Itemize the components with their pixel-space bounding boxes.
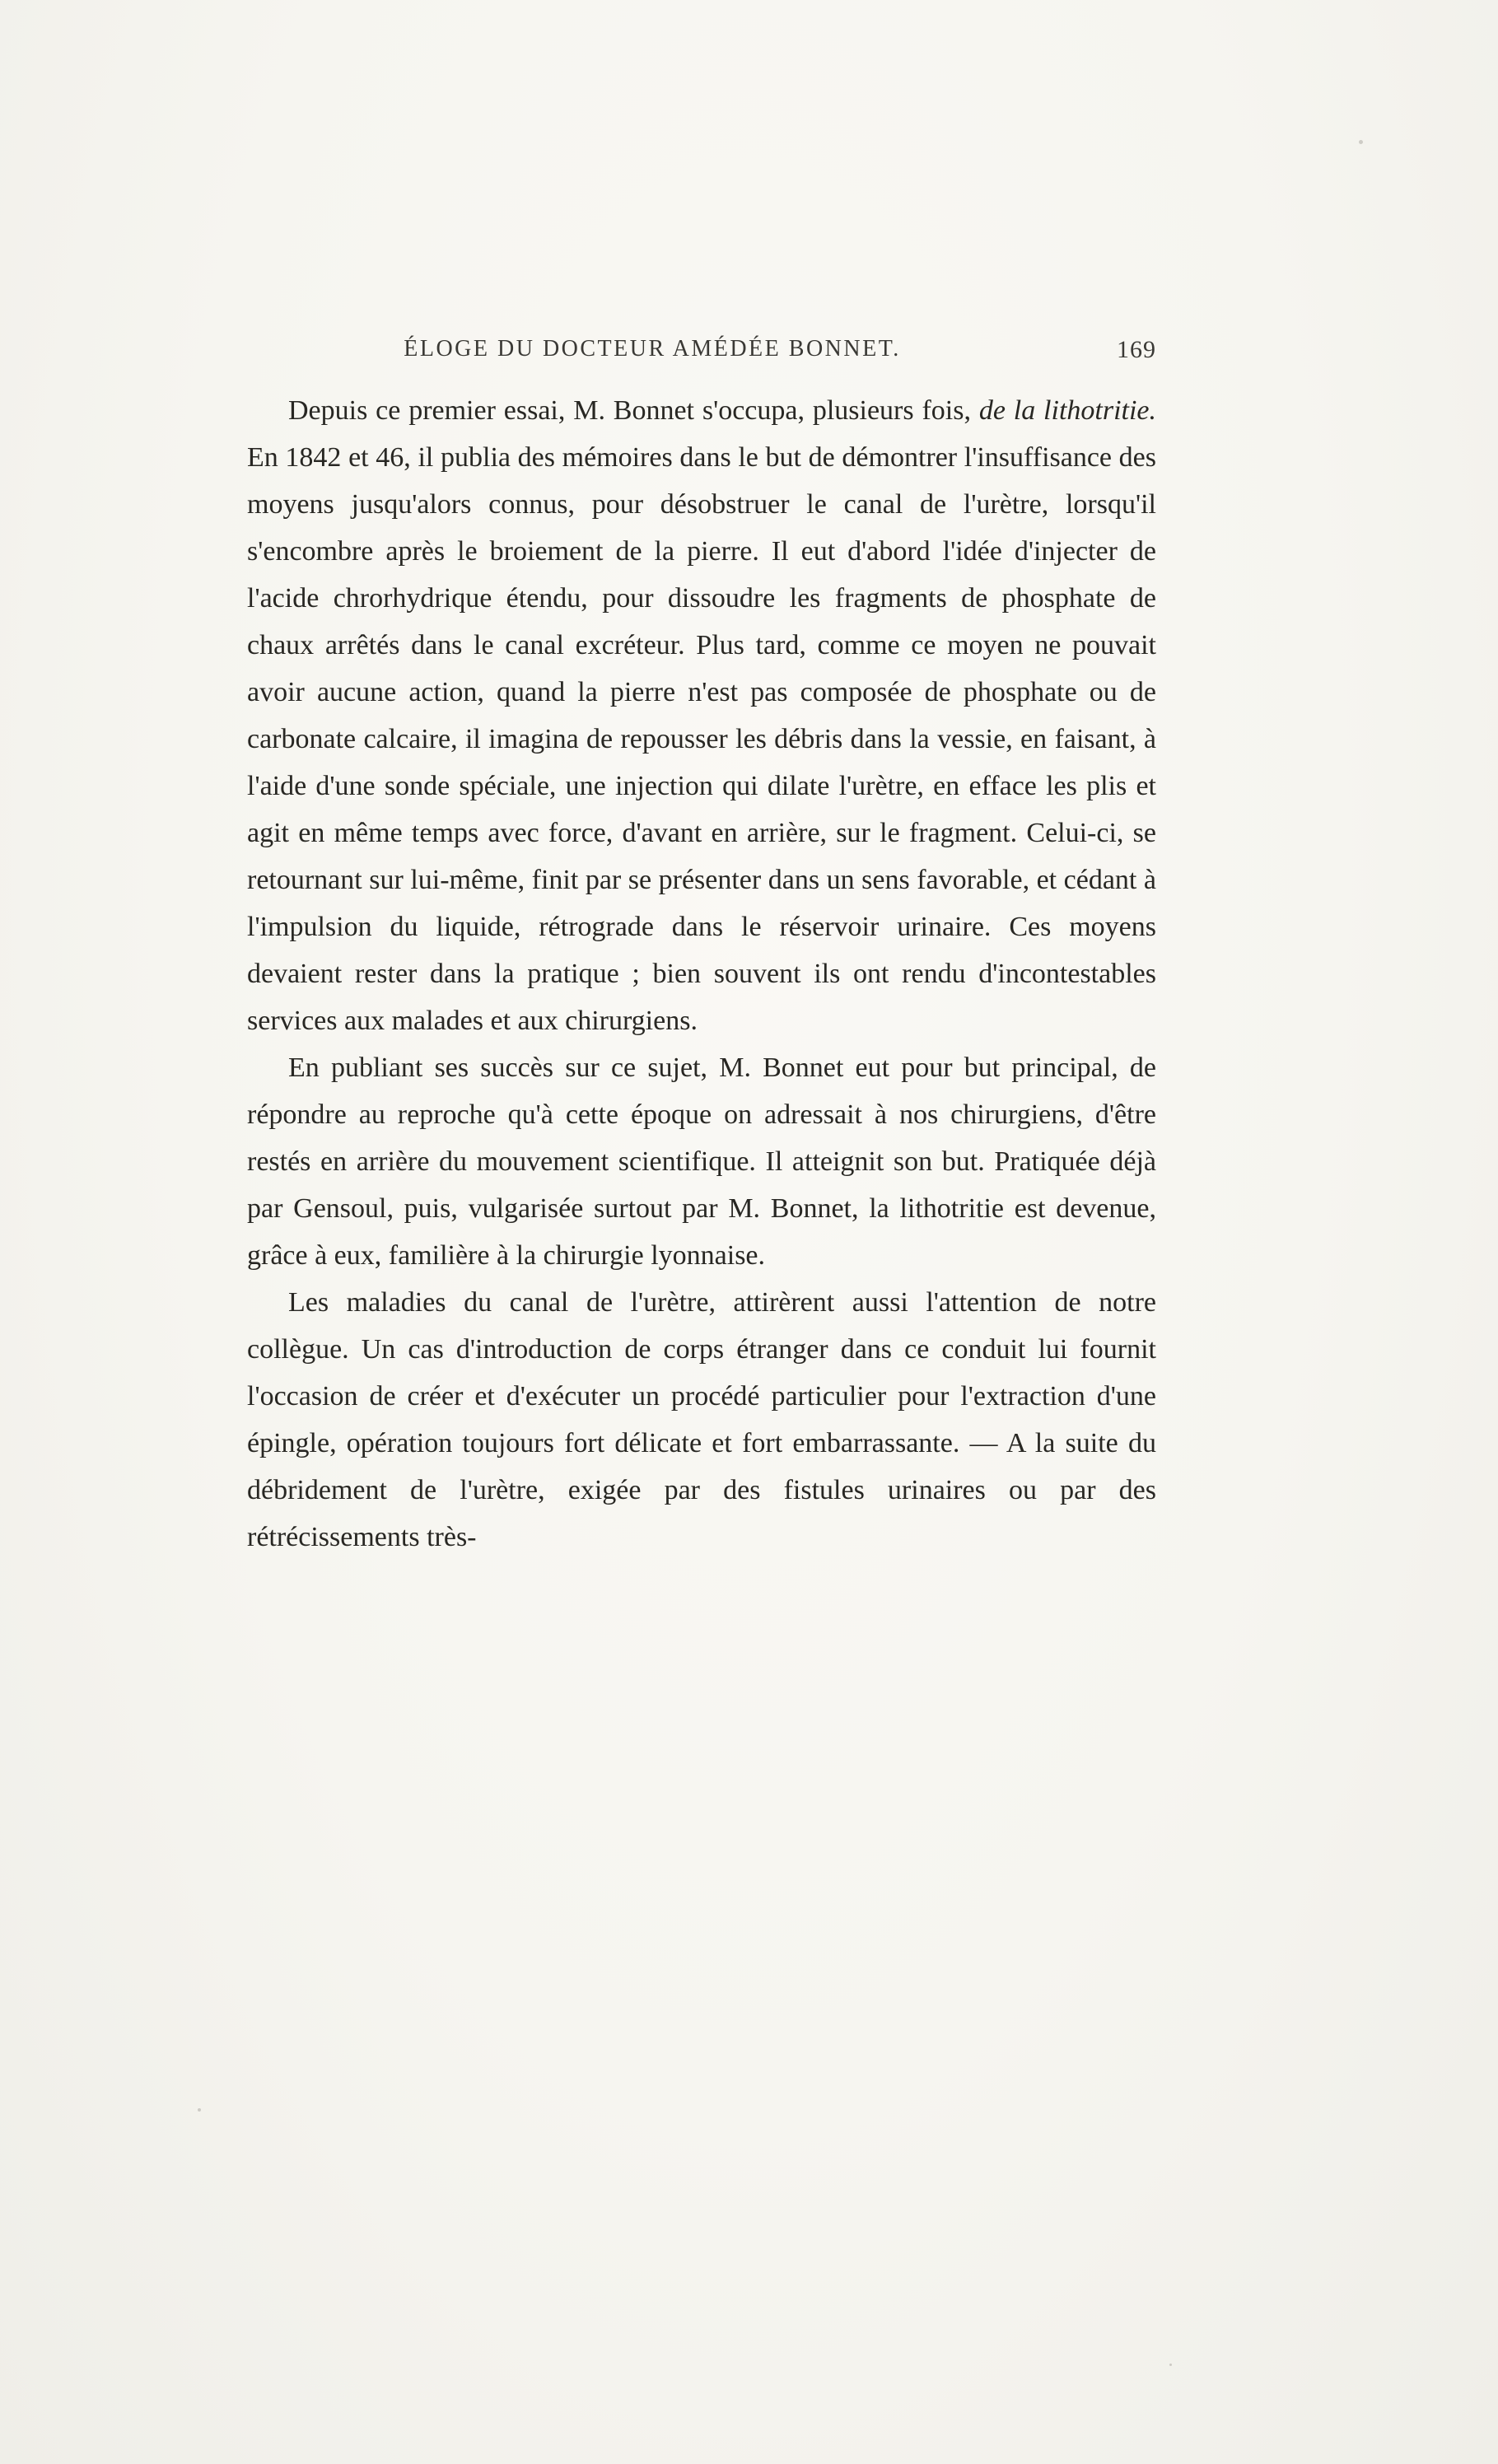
scan-speck — [1169, 2364, 1172, 2366]
paragraph-1-italic: de la lithotritie. — [978, 395, 1156, 426]
scan-speck — [198, 2108, 201, 2112]
paragraph-1 — [247, 387, 1156, 1044]
header-title: ÉLOGE DU DOCTEUR AMÉDÉE BONNET. — [404, 336, 901, 362]
text-block — [247, 336, 1156, 1561]
paragraph-3: Les maladies du canal de l'urètre, attirèrent aussi l'attention de notre collègue. Un cas d'introduction de corps étranger dans ce conduit lui fournit l'occasion de créer et d'exécuter un procédé particulier pour l'extraction d'une épingle, opération toujours fort délicate et fort embarrassante. — A la suite du débridement de l'urètre, exigée par des fistules urinaires ou par des rétrécissements très- — [247, 1287, 1156, 1552]
paragraph-1-rest: En 1842 et 46, il publia des mémoires dans le but de démontrer l'insuffisance des moyens jusqu'alors connus, pour désobstruer le canal de l'urètre, lorsqu'il s'encombre après le broiement de la pierre. Il eut d'abord l'idée d'injecter de l'acide chrorhydrique étendu, pour dissoudre les fragments de phosphate de chaux arrêtés dans le canal excréteur. Plus tard, comme ce moyen ne pouvait avoir aucune action, quand la pierre n'est pas composée de phosphate ou de carbonate calcaire, il imagina de repousser les débris dans la vessie, en faisant, à l'aide d'une sonde spéciale, une injection qui dilate l'urètre, en efface les plis et agit en même temps avec force, d'avant en arrière, sur le fragment. Celui-ci, se retournant sur lui-même, finit par se présenter dans un sens favorable, et cédant à l'impulsion du liquide, rétrograde dans le réservoir urinaire. Ces moyens devaient rester dans la pratique ; bien souvent ils ont rendu d'incontestables services aux malades et aux chirurgiens. — [247, 442, 1156, 1036]
page-header — [247, 336, 1156, 362]
paragraph-1-lead: Depuis ce premier essai, M. Bonnet s'occupa, plusieurs fois, — [288, 395, 979, 426]
paragraph-2: En publiant ses succès sur ce sujet, M. Bonnet eut pour but principal, de répondre au reproche qu'à cette époque on adressait à nos chirurgiens, d'être restés en arrière du mouvement scientifique. Il atteignit son but. Pratiquée déjà par Gensoul, puis, vulgarisée surtout par M. Bonnet, la lithotritie est devenue, grâce à eux, familière à la chirurgie lyonnaise. — [247, 1052, 1156, 1271]
page-number: 169 — [1117, 336, 1156, 363]
scan-speck — [1359, 140, 1363, 144]
page-body — [247, 387, 1156, 1561]
